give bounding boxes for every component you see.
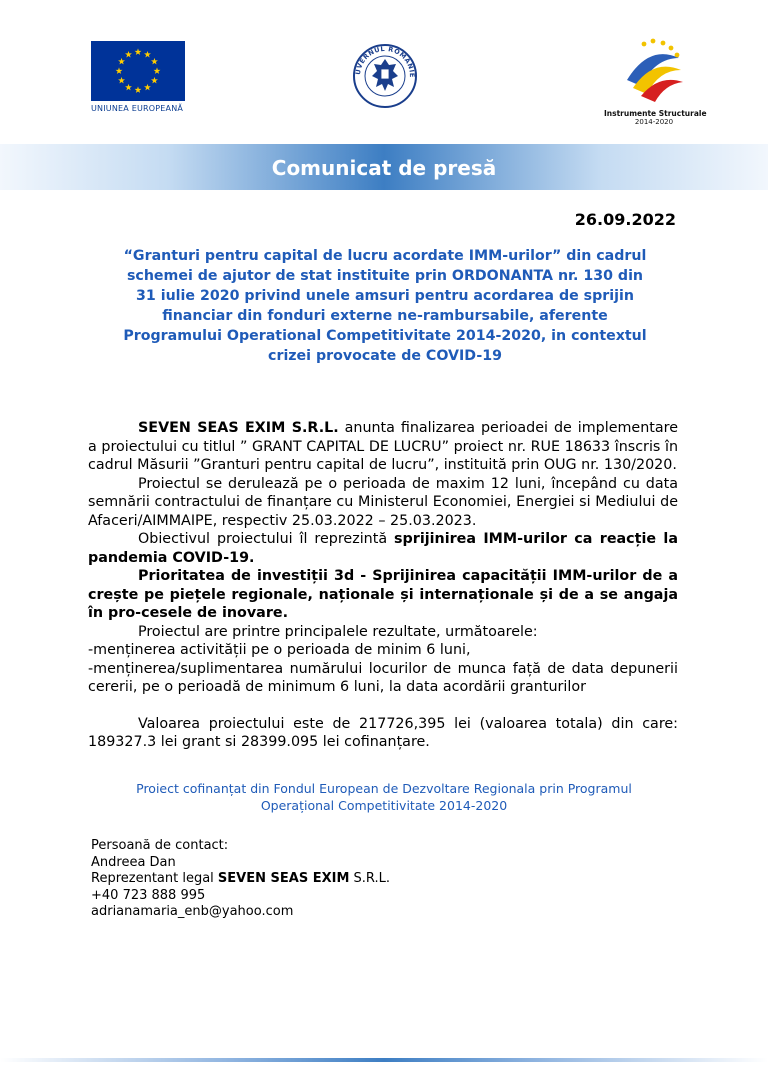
banner-title: Comunicat de presă bbox=[271, 156, 497, 180]
paragraph-objective: Obiectivul proiectului îl reprezintă sprijinirea IMM-urilor ca reacție la pandemia COVID-19. bbox=[88, 531, 678, 566]
body-text bbox=[88, 419, 678, 752]
paragraph-results-intro: Proiectul are printre principalele rezultate, următoarele: bbox=[138, 623, 538, 640]
paragraph-priority: Prioritatea de investiții 3d - Sprijinirea capacității IMM-urilor de a crește pe piețele regionale, naționale și internaționale și de a se angaja în pro-cesele de inovare. bbox=[88, 568, 678, 621]
headline-line: 31 iulie 2020 privind unele amsuri pentru acordarea de sprijin bbox=[136, 288, 634, 304]
contact-phone: +40 723 888 995 bbox=[91, 887, 206, 903]
instrumente-structurale-logo bbox=[604, 36, 707, 126]
headline-line: financiar din fonduri externe ne-rambursabile, aferente bbox=[162, 308, 608, 324]
contact-block bbox=[91, 838, 390, 921]
instrumente-structurale-icon bbox=[619, 36, 689, 104]
government-seal-icon bbox=[352, 43, 418, 109]
government-logo bbox=[352, 43, 418, 109]
contact-email: adrianamaria_enb@yahoo.com bbox=[91, 904, 294, 920]
headline-line: schemei de ajutor de stat instituite prin ORDONANTA nr. 130 din bbox=[126, 268, 644, 284]
paragraph-duration: Proiectul se derulează pe o perioada de maxim 12 luni, începând cu data semnării contractului de finanțare cu Ministerul Economiei, Energiei si Mediului de Afaceri/AIMMAIPE, respectiv 25.03.2022 – 25.03.2023. bbox=[88, 475, 678, 529]
footer-divider bbox=[0, 1058, 768, 1062]
result-item: -menținerea activității pe o perioada de minim 6 luni, bbox=[88, 642, 471, 658]
eu-flag-icon bbox=[91, 41, 185, 101]
eu-caption: UNIUNEA EUROPEANĂ bbox=[91, 104, 184, 113]
result-item: -menținerea/suplimentarea numărului locurilor de munca față de data depunerii cererii, pe o perioadă de minimum 6 luni, la data acordării granturilor bbox=[88, 660, 678, 695]
company-name: SEVEN SEAS EXIM S.R.L. bbox=[138, 420, 339, 436]
funding-note: Proiect cofinanțat din Fondul European de Dezvoltare Regionala prin Programul Operațional Competitivitate 2014-2020 bbox=[136, 781, 632, 813]
headline bbox=[90, 246, 680, 366]
eu-logo bbox=[91, 41, 185, 113]
paragraph-announcement: SEVEN SEAS EXIM S.R.L. anunta finalizarea perioadei de implementare a proiectului cu titlul ” GRANT CAPITAL DE LUCRU” proiect nr. RUE 18633 înscris în cadrul Măsurii ”Granturi pentru capital de lucru”, instituită prin OUG nr. 130/2020. bbox=[88, 420, 678, 473]
paragraph-value: Valoarea proiectului este de 217726,395 lei (valoarea totala) din care: 189327.3 lei grant si 28399.095 lei cofinanțare. bbox=[88, 715, 678, 750]
headline-line: crizei provocate de COVID-19 bbox=[268, 348, 502, 364]
contact-name: Andreea Dan bbox=[91, 854, 176, 870]
legal-representative: Reprezentant legal SEVEN SEAS EXIM S.R.L. bbox=[91, 871, 390, 887]
is-caption: Instrumente Structurale bbox=[604, 109, 707, 118]
headline-line: Programului Operational Competitivitate 2014-2020, in contextul bbox=[123, 328, 647, 344]
release-date: 26.09.2022 bbox=[574, 210, 676, 229]
headline-line: “Granturi pentru capital de lucru acordate IMM-urilor” din cadrul bbox=[123, 248, 647, 264]
contact-label: Persoană de contact: bbox=[91, 838, 229, 853]
government-seal-text: UVERNUL ROMÂNIE bbox=[353, 44, 417, 78]
is-years: 2014-2020 bbox=[634, 118, 674, 126]
press-release-banner bbox=[0, 144, 768, 190]
